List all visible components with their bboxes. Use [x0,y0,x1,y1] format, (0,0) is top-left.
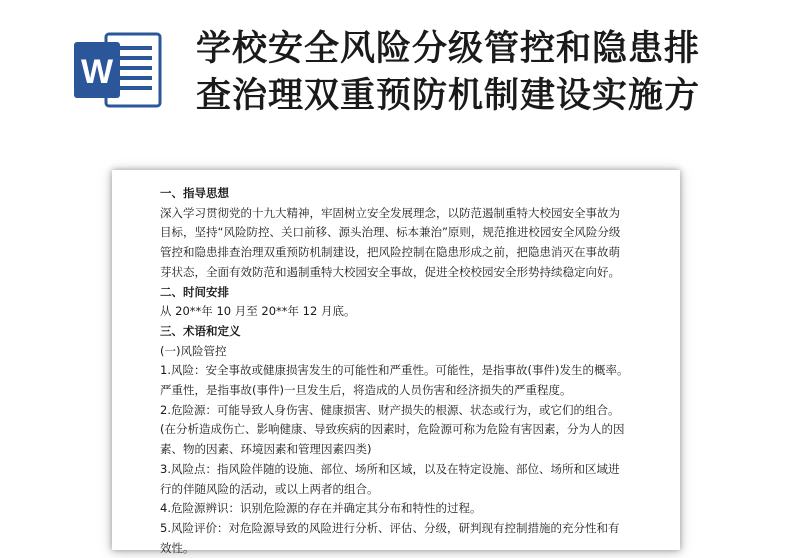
paragraph-line: 3.风险点：指风险伴随的设施、部位、场所和区域，以及在特定设施、部位、场所和区域进 [160,461,620,476]
paragraph-line: 4.危险源辨识：识别危险源的存在并确定其分布和特性的过程。 [160,501,482,516]
document-page [112,170,680,555]
paragraph-line: 1.风险：安全事故或健康损害发生的可能性和严重性。可能性，是指事故(事件)发生的概率。 [160,363,629,378]
page-title [196,26,756,120]
paragraph-line: (在分析造成伤亡、影响健康、导致疾病的因素时，危险源可称为危险有害因素，分为人的因 [160,422,625,437]
paragraph-line: 深入学习贯彻党的十九大精神，牢固树立安全发展理念，以防范遏制重特大校园安全事故为 [160,205,620,220]
paragraph-line: 2.危险源：可能导致人身伤害、健康损害、财产损失的根源、状态或行为，或它们的组合。 [160,402,620,417]
paragraph-line: 目标，坚持“风险防控、关口前移、源头治理、标本兼治”原则，规范推进校园安全风险分级 [160,225,621,240]
paragraph-line: 5.风险评价：对危险源导致的风险进行分析、评估、分级，研判现有控制措施的充分性和有 [160,520,620,535]
paragraph-line: 芽状态，全面有效防范和遏制重特大校园安全事故，促进全校校园安全形势持续稳定向好。 [160,264,620,279]
word-icon [72,30,164,110]
title-line-1: 学校安全风险分级管控和隐患排 [196,29,701,69]
paragraph-line: 管控和隐患排查治理双重预防机制建设，把风险控制在隐患形成之前，把隐患消灭在事故萌 [160,245,620,260]
paragraph-line: 严重性，是指事故(事件)一旦发生后，将造成的人员伤害和经济损失的严重程度。 [160,383,572,398]
section-heading-schedule: 二、时间安排 [160,284,229,299]
section-heading-terms: 三、术语和定义 [160,323,241,338]
document-body [160,184,650,558]
title-line-2: 查治理双重预防机制建设实施方 [196,76,701,116]
word-icon-letter: W [80,53,114,91]
banner-header [0,0,800,160]
paragraph-line: 效性。 [160,540,195,555]
paragraph-line: 行的伴随风险的活动，或以上两者的组合。 [160,481,379,496]
subheading-risk-control: (一)风险管控 [160,343,227,358]
paragraph-line: 从 20**年 10 月至 20**年 12 月底。 [160,304,356,319]
section-heading-guiding-ideology: 一、指导思想 [160,186,229,200]
paragraph-line: 素、物的因素、环境因素和管理因素四类) [160,442,372,457]
